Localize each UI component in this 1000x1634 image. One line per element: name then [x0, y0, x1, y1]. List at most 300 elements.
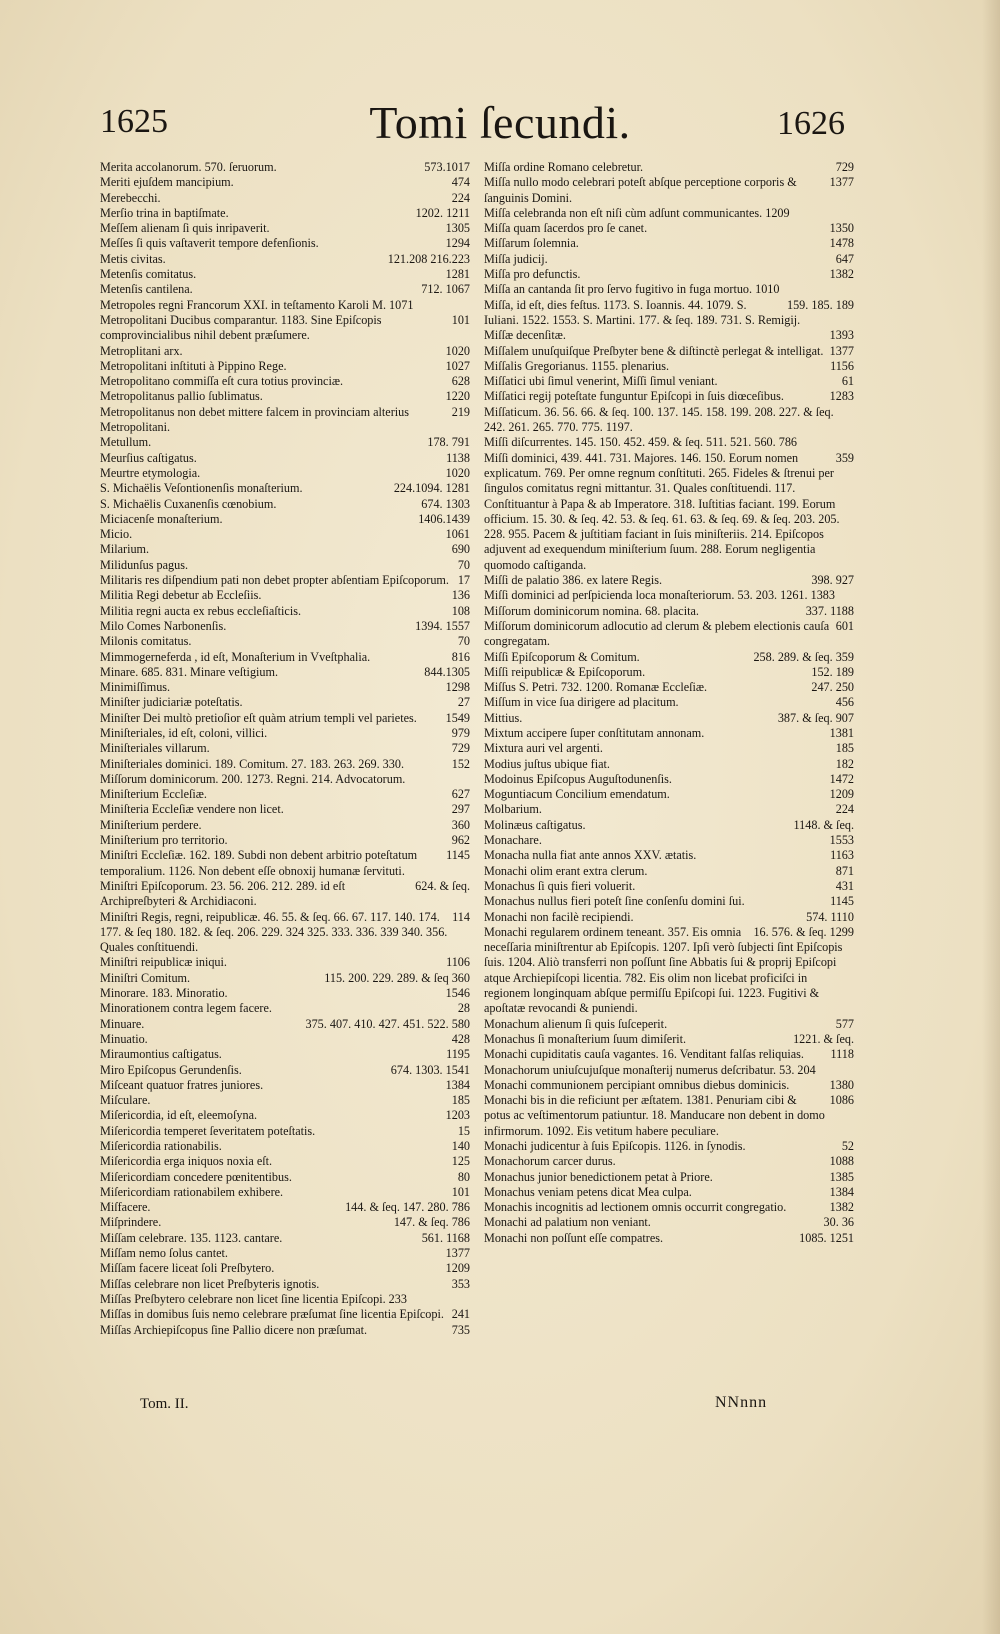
- index-entry: [484, 1047, 854, 1062]
- index-entry: [100, 711, 470, 726]
- entry-reference: 456: [835, 695, 854, 710]
- index-entry: [100, 726, 470, 741]
- entry-text: Miſſam facere liceat ſoli Preſbytero.: [100, 1261, 275, 1276]
- entry-text: Meſſem alienam ſi quis inripaverit.: [100, 221, 270, 236]
- index-entry: [484, 1200, 854, 1215]
- entry-reference: 647: [835, 251, 854, 266]
- index-entry: [100, 818, 470, 833]
- entry-reference: 1220: [445, 389, 470, 404]
- index-entry: [100, 236, 470, 251]
- entry-text: Monachi non facilè recipiendi.: [484, 909, 634, 924]
- entry-reference: 52: [841, 1139, 854, 1153]
- index-entry: [484, 160, 854, 175]
- index-entry: [484, 619, 854, 650]
- index-entry: [484, 175, 854, 206]
- entry-reference: 359: [835, 450, 854, 465]
- entry-text: Miſericordiam rationabilem exhibere.: [100, 1184, 284, 1199]
- index-entry: [100, 1261, 470, 1276]
- index-entry: [100, 955, 470, 970]
- index-entry: [484, 252, 854, 267]
- entry-text: Modoinus Epiſcopus Auguſtodunenſis.: [484, 771, 672, 786]
- entry-reference: 258. 289. & ſeq. 359: [753, 649, 854, 664]
- index-entry: [484, 695, 854, 710]
- index-entry: [484, 1078, 854, 1093]
- entry-text: Mittius.: [484, 710, 523, 725]
- index-entry: [100, 1307, 470, 1322]
- index-column-left: [100, 160, 470, 1338]
- entry-reference: 1148. & ſeq.: [793, 817, 854, 832]
- entry-reference: 1553: [829, 833, 854, 848]
- entry-reference: 17: [457, 573, 470, 588]
- entry-reference: 159. 185. 189: [786, 297, 854, 312]
- index-entry: [100, 695, 470, 710]
- entry-text: Monachi judicentur à ſuis Epiſcopis. 1126. in ſynodis.: [484, 1139, 746, 1153]
- entry-reference: 1020: [445, 343, 470, 358]
- entry-text: Militia regni aucta ex rebus eccleſiaſticis.: [100, 603, 302, 618]
- entry-reference: 178. 791: [427, 435, 470, 450]
- index-entry: [100, 497, 470, 512]
- index-entry: [484, 435, 854, 450]
- index-entry: [484, 680, 854, 695]
- index-entry: [484, 650, 854, 665]
- entry-text: Miro Epiſcopus Gerundenſis.: [100, 1062, 242, 1077]
- entry-reference: 80: [457, 1169, 470, 1184]
- index-entry: [100, 206, 470, 221]
- entry-reference: 1472: [829, 771, 854, 786]
- index-entry: [484, 282, 854, 297]
- entry-text: Militia Regi debetur ab Eccleſiis.: [100, 588, 262, 603]
- entry-text: Miſſaticum. 36. 56. 66. & ſeq. 100. 137. 145. 158. 199. 208. 227. & ſeq. 242. 261. 265. 770. 775. 1197.: [484, 404, 834, 435]
- entry-text: Monachorum uniuſcujuſque monaſterij numerus deſcribatur. 53. 204: [484, 1062, 816, 1077]
- entry-reference: 1209: [829, 787, 854, 802]
- entry-text: Merſio trina in baptiſmate.: [100, 205, 229, 220]
- entry-reference: 353: [451, 1276, 470, 1291]
- index-entry: [100, 313, 470, 344]
- entry-text: Monachus ſi monaſterium ſuum dimiſerit.: [484, 1031, 687, 1046]
- index-entry: [100, 1246, 470, 1261]
- index-entry: [484, 1231, 854, 1246]
- entry-reference: 1384: [829, 1184, 854, 1199]
- entry-text: Merita accolanorum. 570. ſeruorum.: [100, 160, 277, 174]
- entry-text: Meurſius caſtigatus.: [100, 450, 197, 465]
- entry-reference: 144. & ſeq. 147. 280. 786: [345, 1200, 470, 1215]
- entry-text: Metropolitanus pallio ſublimatus.: [100, 389, 263, 404]
- index-entry: [100, 481, 470, 496]
- entry-reference: 1305: [445, 221, 470, 236]
- page-number-left: 1625: [100, 103, 168, 140]
- entry-text: Modius juſtus ubique fiat.: [484, 756, 610, 771]
- index-column-right: [484, 160, 854, 1246]
- entry-reference: 1061: [445, 527, 470, 542]
- index-entry: [100, 191, 470, 206]
- entry-reference: 431: [835, 878, 854, 893]
- entry-reference: 1384: [445, 1077, 470, 1092]
- entry-text: Miniſterium Eccleſiæ.: [100, 787, 207, 802]
- entry-text: Miniſtri Comitum.: [100, 970, 191, 985]
- entry-reference: 1281: [445, 267, 470, 282]
- entry-text: Monacha nulla fiat ante annos XXV. ætatis.: [484, 848, 697, 863]
- index-entry: [100, 451, 470, 466]
- page-title: Tomi ſecundi.: [369, 97, 631, 148]
- entry-reference: 1381: [829, 725, 854, 740]
- index-entry: [100, 1078, 470, 1093]
- entry-text: Miſſam nemo ſolus cantet.: [100, 1246, 228, 1261]
- entry-text: Miſceant quatuor fratres juniores.: [100, 1077, 264, 1092]
- entry-reference: 147. & ſeq. 786: [393, 1215, 470, 1230]
- entry-reference: 360: [451, 817, 470, 832]
- volume-footer: Tom. II.: [140, 1396, 189, 1412]
- entry-reference: 115. 200. 229. 289. & ſeq 360: [324, 970, 470, 985]
- entry-text: Miſſi de palatio 386. ex latere Regis.: [484, 573, 663, 588]
- index-entry: [100, 405, 470, 436]
- entry-text: Metis civitas.: [100, 251, 166, 266]
- entry-reference: 398. 927: [811, 573, 854, 588]
- entry-reference: 573.1017: [424, 160, 470, 174]
- index-entry: [484, 206, 854, 221]
- index-entry: [484, 573, 854, 588]
- index-entry: [484, 833, 854, 848]
- index-entry: [100, 512, 470, 527]
- entry-text: Monachi communionem percipiant omnibus diebus dominicis.: [484, 1077, 790, 1092]
- index-entry: [100, 1185, 470, 1200]
- entry-reference: 1163: [830, 848, 854, 863]
- entry-reference: 1380: [829, 1077, 854, 1092]
- entry-reference: 979: [451, 725, 470, 740]
- entry-text: Miſericordia rationabilis.: [100, 1139, 222, 1153]
- entry-text: Mixtura auri vel argenti.: [484, 741, 603, 756]
- entry-reference: 1406.1439: [418, 511, 470, 526]
- entry-text: Miniſterium perdere.: [100, 817, 202, 832]
- entry-reference: 474: [451, 175, 470, 190]
- entry-text: Miſſa judicij.: [484, 251, 548, 266]
- entry-reference: 1478: [829, 236, 854, 251]
- entry-text: Miniſtri reipublicæ iniqui.: [100, 955, 227, 970]
- entry-text: Miſſi Epiſcoporum & Comitum.: [484, 649, 640, 664]
- entry-text: Micio.: [100, 527, 133, 542]
- index-entry: [484, 451, 854, 573]
- entry-text: Metropolitano commiſſa eſt cura totius provinciæ.: [100, 374, 344, 389]
- index-entry: [100, 359, 470, 374]
- entry-reference: 1294: [445, 236, 470, 251]
- index-entry: [100, 634, 470, 649]
- entry-reference: 1156: [830, 358, 854, 373]
- index-entry: [100, 665, 470, 680]
- index-entry: [484, 818, 854, 833]
- index-entry: [484, 1185, 854, 1200]
- index-entry: [100, 802, 470, 817]
- index-entry: [100, 1323, 470, 1338]
- entry-reference: 561. 1168: [421, 1230, 470, 1245]
- entry-reference: 114: [452, 909, 470, 924]
- index-entry: [484, 787, 854, 802]
- entry-text: Milarium.: [100, 542, 150, 557]
- entry-reference: 1382: [829, 1200, 854, 1215]
- entry-text: Miniſteriales dominici. 189. Comitum. 27. 183. 263. 269. 330. Miſſorum dominicorum. 200. 1273. Regni. 214. Advocatorum.: [100, 756, 406, 786]
- entry-reference: 428: [451, 1031, 470, 1046]
- index-entry: [100, 787, 470, 802]
- entry-text: Meriti ejuſdem mancipium.: [100, 175, 234, 190]
- entry-reference: 1195: [446, 1047, 470, 1062]
- entry-text: Monachi cupiditatis cauſa vagantes. 16. Venditant falſas reliquias.: [484, 1047, 804, 1062]
- entry-text: Monachis incognitis ad lectionem omnis occurrit congregatio.: [484, 1200, 787, 1215]
- entry-reference: 337. 1188: [805, 603, 854, 618]
- entry-reference: 108: [451, 603, 470, 618]
- entry-reference: 1221. & ſeq.: [793, 1031, 854, 1046]
- index-entry: [100, 910, 470, 956]
- index-entry: [100, 435, 470, 450]
- index-entry: [100, 389, 470, 404]
- entry-text: Monachi ad palatium non veniant.: [484, 1215, 651, 1230]
- entry-reference: 1393: [829, 328, 854, 343]
- entry-reference: 61: [841, 374, 854, 389]
- index-entry: [100, 986, 470, 1001]
- entry-text: Monachi regularem ordinem teneant. 357. Eis omnia neceſſaria miniſtrentur ab Epiſcopis. 1207. Ipſi verò ſubjecti ſint Epiſcopis ſuis. 1204. Aliò transferri non poſſunt ſine Abbatis ſui & proprij Epiſcopi atque Archiepiſcopi licentia. 782. Eis olim non licebat proficiſci in regionem longinquam abſque permiſſu Epiſcopi ſui. 1223. Fugitivi & apoſtatæ revocandi & puniendi.: [484, 924, 843, 1016]
- index-entry: [100, 267, 470, 282]
- entry-reference: 224.1094. 1281: [393, 481, 470, 496]
- entry-text: Molinæus caſtigatus.: [484, 817, 586, 832]
- entry-reference: 185: [451, 1093, 470, 1108]
- index-entry: [100, 588, 470, 603]
- entry-reference: 735: [451, 1322, 470, 1337]
- entry-reference: 185: [835, 741, 854, 756]
- entry-text: Miſſas in domibus ſuis nemo celebrare præſumat ſine licentia Epiſcopi.: [100, 1307, 444, 1322]
- entry-text: Mixtum accipere ſuper conſtitutam annonam.: [484, 725, 705, 740]
- entry-reference: 574. 1110: [806, 909, 854, 924]
- entry-text: Miniſtri Eccleſiæ. 162. 189. Subdi non debent arbitrio poteſtatum temporalium. 1126. Non debent eſſe obnoxij humanæ ſervituti.: [100, 848, 418, 878]
- entry-reference: 152. 189: [811, 664, 854, 679]
- index-entry: [100, 971, 470, 986]
- entry-reference: 844.1305: [424, 664, 470, 679]
- index-entry: [100, 344, 470, 359]
- index-entry: [100, 1170, 470, 1185]
- index-entry: [100, 604, 470, 619]
- index-entry: [484, 1063, 854, 1078]
- index-entry: [484, 848, 854, 863]
- entry-reference: 224: [835, 802, 854, 817]
- index-entry: [484, 374, 854, 389]
- entry-reference: 375. 407. 410. 427. 451. 522. 580: [305, 1016, 470, 1031]
- entry-text: Monachorum carcer durus.: [484, 1154, 616, 1169]
- entry-text: Meurtre etymologia.: [100, 465, 201, 480]
- entry-text: Miſſa, id eſt, dies feſtus. 1173. S. Ioannis. 44. 1079. S. Iuliani. 1522. 1553. S. Martini. 177. & ſeq. 189. 731. S. Remigij.: [484, 297, 801, 327]
- entry-text: Miſſatici ubi ſimul venerint, Miſſi ſimul veniant.: [484, 374, 718, 389]
- entry-reference: 1394. 1557: [415, 618, 470, 633]
- index-entry: [484, 802, 854, 817]
- entry-reference: 1377: [829, 175, 854, 190]
- entry-text: Miſſa nullo modo celebrari poteſt abſque perceptione corporis & ſanguinis Domini.: [484, 175, 797, 205]
- entry-reference: 297: [451, 802, 470, 817]
- entry-text: Metullum.: [100, 435, 152, 450]
- index-entry: [100, 1063, 470, 1078]
- entry-reference: 70: [457, 634, 470, 649]
- entry-text: Molbarium.: [484, 802, 542, 817]
- entry-reference: 601: [835, 618, 854, 633]
- entry-text: Miſericordia erga iniquos noxia eſt.: [100, 1154, 273, 1169]
- entry-text: Miſſa an cantanda ſit pro ſervo fugitivo in fuga mortuo. 1010: [484, 282, 780, 297]
- index-entry: [100, 833, 470, 848]
- entry-reference: 1283: [829, 389, 854, 404]
- entry-text: Miſculare.: [100, 1093, 151, 1108]
- index-entry: [100, 282, 470, 297]
- entry-reference: 1145: [830, 894, 854, 909]
- entry-reference: 101: [451, 1184, 470, 1199]
- entry-reference: 136: [451, 588, 470, 603]
- index-entry: [100, 1124, 470, 1139]
- index-entry: [484, 726, 854, 741]
- entry-text: Miniſteria Eccleſiæ vendere non licet.: [100, 802, 284, 817]
- entry-text: Miſſorum dominicorum nomina. 68. placita.: [484, 603, 699, 618]
- index-entry: [484, 711, 854, 726]
- index-entry: [484, 588, 854, 603]
- entry-text: Minare. 685. 831. Minare veſtigium.: [100, 664, 279, 679]
- entry-reference: 16. 576. & ſeq. 1299: [753, 924, 854, 939]
- entry-text: Metenſis comitatus.: [100, 267, 197, 282]
- index-entry: [484, 1170, 854, 1185]
- entry-reference: 30. 36: [823, 1215, 854, 1230]
- entry-text: Miſſæ decenſitæ.: [484, 328, 566, 343]
- index-entry: [484, 221, 854, 236]
- index-entry: [484, 236, 854, 251]
- entry-reference: 387. & ſeq. 907: [777, 710, 854, 725]
- entry-reference: 712. 1067: [421, 282, 470, 297]
- entry-text: Miſericordiam concedere pœnitentibus.: [100, 1169, 292, 1184]
- entry-reference: 690: [451, 542, 470, 557]
- entry-text: Miſſalem unuſquiſque Preſbyter bene & diſtinctè perlegat & intelligat.: [484, 343, 824, 358]
- index-entry: [100, 175, 470, 190]
- entry-text: Monachus junior benedictionem petat à Priore.: [484, 1169, 713, 1184]
- entry-text: Miſſi reipublicæ & Epiſcoporum.: [484, 664, 646, 679]
- entry-reference: 816: [451, 649, 470, 664]
- entry-text: Metroplitani arx.: [100, 343, 183, 358]
- index-entry: [484, 1093, 854, 1139]
- entry-reference: 1202. 1211: [415, 205, 470, 220]
- entry-reference: 729: [451, 741, 470, 756]
- index-entry: [484, 757, 854, 772]
- entry-reference: 1382: [829, 267, 854, 282]
- entry-text: Militaris res diſpendium pati non debet propter abſentiam Epiſcoporum.: [100, 573, 449, 588]
- index-entry: [484, 604, 854, 619]
- entry-text: Monachi bis in die reficiunt per æſtatem. 1381. Penuriam cibi & potus ac veſtimentorum patiuntur. 18. Manducare non debent in domo infirmorum. 1092. Eis vetitum habere peculiare.: [484, 1093, 825, 1138]
- page-fold-shadow: [982, 0, 1000, 1634]
- entry-reference: 224: [451, 190, 470, 205]
- entry-reference: 1106: [446, 955, 470, 970]
- index-entry: [100, 848, 470, 879]
- entry-text: Miſſa celebranda non eſt niſi cùm adſunt communicantes. 1209: [484, 205, 790, 220]
- index-entry: [484, 864, 854, 879]
- entry-text: Merebecchi.: [100, 190, 161, 205]
- entry-reference: 1027: [445, 358, 470, 373]
- index-entry: [100, 1215, 470, 1230]
- entry-reference: 674. 1303: [421, 496, 470, 511]
- entry-text: Minuare.: [100, 1016, 145, 1031]
- entry-text: Miſſi dominici ad perſpicienda loca monaſteriorum. 53. 203. 1261. 1383: [484, 588, 835, 603]
- entry-reference: 624. & ſeq.: [415, 878, 470, 893]
- index-entry: [484, 328, 854, 343]
- entry-text: Miſſum in vice ſua dirigere ad placitum.: [484, 695, 679, 710]
- index-entry: [484, 665, 854, 680]
- entry-reference: 70: [457, 557, 470, 572]
- index-entry: [100, 252, 470, 267]
- entry-text: Milo Comes Narbonenſis.: [100, 618, 227, 633]
- entry-text: Meſſes ſi quis vaſtaverit tempore defenſionis.: [100, 236, 319, 251]
- entry-text: Miſſatici regij poteſtate funguntur Epiſcopi in ſuis diœceſibus.: [484, 389, 784, 404]
- entry-reference: 1377: [445, 1246, 470, 1261]
- entry-reference: 627: [451, 787, 470, 802]
- entry-text: Miſſarum ſolemnia.: [484, 236, 579, 251]
- index-entry: [484, 772, 854, 787]
- index-entry: [100, 1231, 470, 1246]
- entry-text: Monachi non poſſunt eſſe compatres.: [484, 1230, 664, 1245]
- index-entry: [484, 267, 854, 282]
- entry-text: Miſſorum dominicorum adlocutio ad clerum & plebem electionis cauſa congregatam.: [484, 618, 830, 649]
- index-entry: [484, 1215, 854, 1230]
- entry-text: Miniſtri Epiſcoporum. 23. 56. 206. 212. 289. id eſt Archipreſbyteri & Archidiaconi.: [100, 878, 346, 909]
- index-entry: [484, 741, 854, 756]
- entry-text: Miniſterium pro territorio.: [100, 833, 228, 848]
- entry-text: Monachus ſi quis fieri voluerit.: [484, 878, 636, 893]
- entry-reference: 1209: [445, 1261, 470, 1276]
- entry-reference: 121.208 216.223: [387, 251, 470, 266]
- signature-mark: NNnnn: [715, 1394, 768, 1411]
- entry-text: Miſſa ordine Romano celebretur.: [484, 160, 644, 174]
- entry-text: Miſericordia temperet ſeveritatem poteſtatis.: [100, 1123, 316, 1138]
- entry-reference: 152: [451, 756, 470, 771]
- entry-reference: 962: [451, 833, 470, 848]
- entry-text: Miſericordia, id eſt, eleemoſyna.: [100, 1108, 258, 1123]
- index-entry: [100, 466, 470, 481]
- index-entry: [100, 741, 470, 756]
- entry-reference: 1546: [445, 986, 470, 1001]
- entry-reference: 1549: [445, 710, 470, 725]
- index-entry: [100, 619, 470, 634]
- entry-reference: 729: [835, 160, 854, 174]
- entry-reference: 628: [451, 374, 470, 389]
- entry-text: S. Michaëlis Cuxanenſis cœnobium.: [100, 496, 277, 511]
- index-entry: [100, 1277, 470, 1292]
- index-entry: [100, 650, 470, 665]
- index-entry: [484, 879, 854, 894]
- entry-text: Monachus veniam petens dicat Mea culpa.: [484, 1184, 692, 1199]
- entry-text: Milidunſus pagus.: [100, 557, 189, 572]
- index-entry: [100, 680, 470, 695]
- index-entry: [484, 1017, 854, 1032]
- index-entry: [100, 1093, 470, 1108]
- entry-text: Minuatio.: [100, 1031, 148, 1046]
- entry-text: Monachi olim erant extra clerum.: [484, 863, 648, 878]
- index-entry: [100, 1017, 470, 1032]
- index-entry: [100, 1200, 470, 1215]
- index-entry: [484, 298, 854, 329]
- entry-reference: 125: [451, 1154, 470, 1169]
- index-entry: [100, 1001, 470, 1016]
- index-entry: [484, 405, 854, 436]
- entry-reference: 1085. 1251: [799, 1230, 854, 1245]
- index-entry: [100, 542, 470, 557]
- entry-text: Miſſalis Gregorianus. 1155. plenarius.: [484, 358, 670, 373]
- entry-reference: 140: [451, 1139, 470, 1153]
- entry-reference: 28: [457, 1001, 470, 1016]
- entry-reference: 871: [835, 863, 854, 878]
- entry-text: Metropolitani inſtituti à Pippino Rege.: [100, 358, 287, 373]
- entry-reference: 247. 250: [811, 680, 854, 695]
- entry-text: Miniſteriales villarum.: [100, 741, 210, 756]
- entry-text: Miniſter judiciariæ poteſtatis.: [100, 695, 243, 710]
- index-entry: [484, 344, 854, 359]
- entry-text: Monachus nullus fieri poteſt ſine conſenſu domini ſui.: [484, 894, 745, 909]
- entry-text: Miſſa pro defunctis.: [484, 267, 581, 282]
- page-number-right: 1626: [777, 105, 845, 142]
- index-entry: [100, 374, 470, 389]
